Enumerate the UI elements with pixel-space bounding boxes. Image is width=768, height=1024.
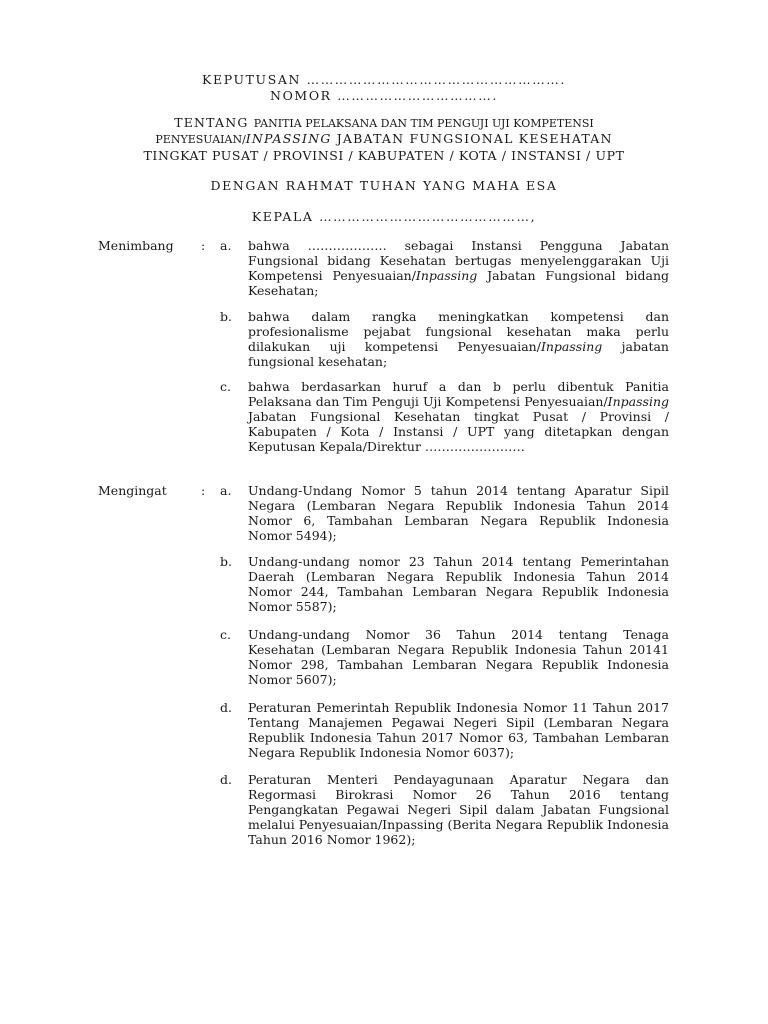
item-text-part: Jabatan Fungsional bidang Kesehatan;: [248, 268, 669, 298]
title-line-3: TINGKAT PUSAT / PROVINSI / KABUPATEN / KOTA / INSTANSI / UPT: [143, 148, 625, 163]
keputusan-line: KEPUTUSAN ……………………………………………….: [202, 72, 566, 87]
title-panitia: PANITIA PELAKSANA DAN TIM PENGUJI UJI KOMPETENSI: [253, 117, 594, 130]
item-text: [248, 238, 669, 298]
mengingat-label: Mengingat: [98, 483, 167, 498]
item-text: Peraturan Pemerintah Republik Indonesia Nomor 11 Tahun 2017 Tentang Manajemen Pegawai Negeri Sipil (Lembaran Negara Republik Indonesia Tahun 2017 Nomor 63, Tambahan Lembaran Negara Republik Indonesia Nomor 6037);: [248, 700, 669, 760]
title-line-1: [0, 115, 768, 130]
mengingat-colon: :: [201, 483, 206, 498]
menimbang-colon: :: [201, 238, 206, 253]
item-letter: d.: [220, 772, 232, 787]
item-text: [248, 379, 669, 454]
item-text: [248, 309, 669, 369]
item-letter: a.: [220, 238, 232, 253]
item-letter: b.: [220, 554, 232, 569]
menimbang-label: Menimbang: [98, 238, 174, 253]
title-penyesuaian: PENYESUAIAN/: [155, 133, 246, 146]
item-text-part: Jabatan Fungsional Kesehatan tingkat Pusat / Provinsi / Kabupaten / Kota / Instansi / UPT yang ditetapkan dengan Keputusan Kepala/Direktur ……………………: [248, 409, 669, 454]
item-text-part: jabatan fungsional kesehatan;: [248, 339, 669, 369]
item-text-part: bahwa ………………. sebagai Instansi Pengguna Jabatan Fungsional bidang Kesehatan bertugas menyelenggarakan Uji Kompetensi Penyesuaian/: [248, 238, 669, 283]
nomor-line: NOMOR …………………………….: [270, 88, 498, 103]
title-inpassing: INPASSING: [245, 131, 332, 146]
title-jabatan: JABATAN FUNGSIONAL KESEHATAN: [336, 131, 613, 146]
item-text: Undang-undang nomor 23 Tahun 2014 tentang Pemerintahan Daerah (Lembaran Negara Republik Indonesia Tahun 2014 Nomor 244, Tambahan Lembaran Negara Republik Indonesia Nomor 5587);: [248, 554, 669, 614]
item-letter: b.: [220, 309, 232, 324]
item-letter: c.: [220, 379, 231, 394]
item-text-italic: Inpassing: [607, 394, 669, 409]
title-line-2: [0, 131, 768, 146]
item-text-italic: Inpassing: [415, 268, 478, 283]
item-text-part: bahwa berdasarkan huruf a dan b perlu dibentuk Panitia Pelaksana dan Tim Penguji Uji Kompetensi Penyesuaian/: [248, 379, 669, 409]
item-text-part: bahwa dalam rangka meningkatkan kompetensi dan profesionalisme pejabat fungsional kesehatan maka perlu dilakukan uji kompetensi Penyesuaian/: [248, 309, 669, 354]
item-letter: c.: [220, 627, 231, 642]
item-text-italic: Inpassing: [540, 339, 603, 354]
rahmat-line: DENGAN RAHMAT TUHAN YANG MAHA ESA: [210, 178, 558, 193]
item-letter: a.: [220, 483, 232, 498]
item-text: Peraturan Menteri Pendayagunaan Aparatur Negara dan Regormasi Birokrasi Nomor 26 Tahun 2016 tentang Pengangkatan Pegawai Negeri Sipil dalam Jabatan Fungsional melalui Penyesuaian/Inpassing (Berita Negara Republik Indonesia Tahun 2016 Nomor 1962);: [248, 772, 669, 847]
item-text: Undang-undang Nomor 36 Tahun 2014 tentang Tenaga Kesehatan (Lembaran Negara Republik Indonesia Tahun 20141 Nomor 298, Tambahan Lembaran Negara Republik Indonesia Nomor 5607);: [248, 627, 669, 687]
title-tentang: TENTANG: [174, 115, 249, 130]
item-letter: d.: [220, 700, 232, 715]
item-text: Undang-Undang Nomor 5 tahun 2014 tentang Aparatur Sipil Negara (Lembaran Negara Republik Indonesia Tahun 2014 Nomor 6, Tambahan Lembaran Negara Republik Indonesia Nomor 5494);: [248, 483, 669, 543]
kepala-line: KEPALA ………………………………………,: [251, 209, 537, 224]
